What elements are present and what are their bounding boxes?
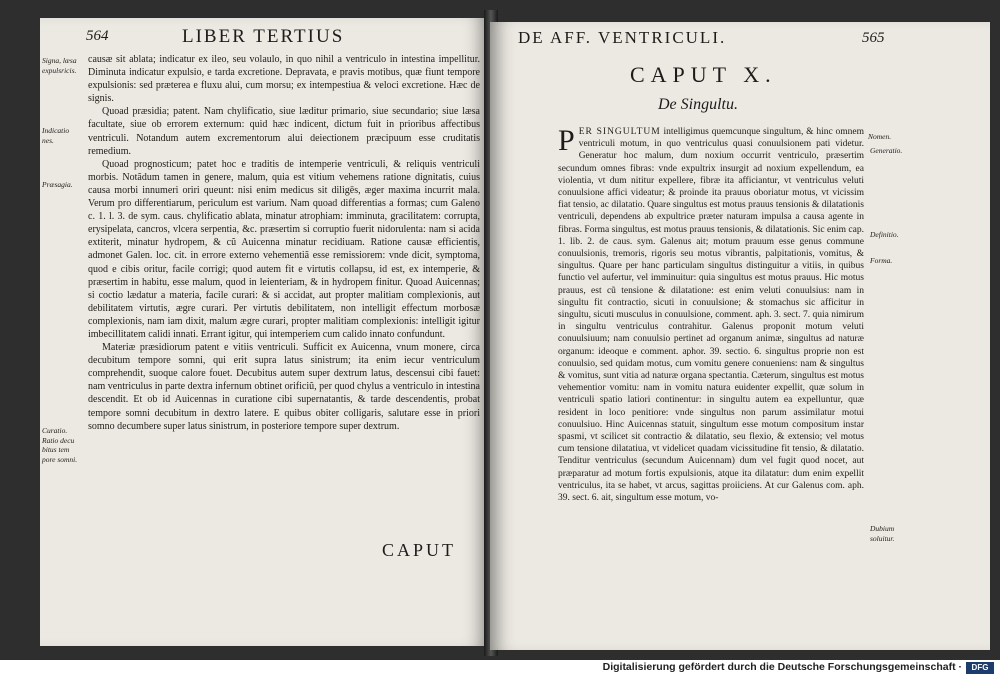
margin-note-forma: Forma. — [870, 256, 893, 265]
margin-note-curatio: Curatio. Ratio decu bitus tem pore somni. — [42, 426, 78, 464]
opening-caps: ER SINGULTUM — [578, 127, 661, 137]
left-paragraph-praesidia: Quoad præsidia; patent. Nam chylificatio, siue læditur primario, siue secundario; siue læsa facultate, siue ob errorem externum: quid hæc indicent, dictum fuit in prioribus affectibus ventriculi. Notandum autem excrementorum alui deiectionem præcipuum esse cruditatis remedium. — [88, 106, 480, 157]
right-body-text — [558, 126, 864, 504]
catchword: CAPUT — [382, 540, 457, 560]
margin-note-nomen: Nomen. — [868, 132, 892, 141]
right-page — [490, 22, 990, 650]
left-paragraph-curatio: Materiæ præsidiorum patent e vitiis ventriculi. Sufficit ex Auicenna, vnum monere, circa decubitum tempore somni, qui erit supra latus sinistrum; ita enim iecur ventriculum comprehendit, suoque calore fouet. Decubitus autem super dextrum latus, descensui cibi fauet: nam ventriculus in parte dextra infernum obtinet orificiũ, per quod chylus a ventriculo in intestina descendit. Et ob id Auicennas in curatione cibi supernatantis, & tarde descendentis, probat tempore somni decubitum in dextro latere. E quibus obiter colligaris, salutare esse in priori somno decumbere super latus sinistrum, in posteriore tempore super dextrum. — [88, 342, 480, 432]
chapter-subtitle: De Singultu. — [658, 96, 738, 113]
chapter-title: CAPUT X. — [630, 62, 777, 87]
footer-credit: Digitalisierung gefördert durch die Deutsche Forschungsgemeinschaft · — [602, 661, 962, 673]
footer-bar — [0, 660, 1000, 676]
page-number-right: 565 — [862, 30, 885, 46]
left-paragraph-signa: causæ sit ablata; indicatur ex ileo, seu volaulo, in quo nihil a ventriculo in intestina impellitur. Diminuta indicatur expulsio, e tarda excretione. Depravata, e pravis motibus, quæ fiunt tempore expulsionis: sed præterea e fluxu alui, cum morsu; ex intempestiua & veloci excretione. Hæc de signis. — [88, 54, 480, 105]
dropcap: P — [558, 124, 575, 157]
right-paragraph-singultus — [558, 126, 864, 504]
margin-note-definitio: Definitio. — [870, 230, 899, 239]
left-page — [40, 18, 488, 646]
margin-note-praesagia: Præsagia. — [42, 180, 73, 189]
running-head-right: DE AFF. VENTRICULI. — [518, 28, 727, 47]
running-head-left: LIBER TERTIUS — [182, 26, 345, 47]
margin-note-signa: Signa, læsa expulsricis. — [42, 56, 77, 75]
margin-note-dubium: Dubium soluitur. — [870, 524, 895, 543]
page-number-left: 564 — [86, 28, 109, 44]
margin-note-indicationes: Indicatio nes. — [42, 126, 70, 145]
left-body-text — [88, 53, 480, 433]
margin-note-generatio: Generatio. — [870, 146, 903, 155]
left-paragraph-prognosticum: Quoad prognosticum; patet hoc e traditis de intemperie ventriculi, & reliquis ventriculi morbis. Notãdum tamen in genere, malum, quia est vitium vehemens ratione dignitatis, cuius causa morbi innumeri oriri queunt: nisi enim medicus sit diligēs, æger maxima incurrit mala. Verum pro differentiarum, periculum est varium. Nam quoad differentias a formas; cum Galeno c. 1. l. 3. de sym. caus. chylificatio ablata, minatur atrophiam: imminuta, gracilitatem: corrupta, erysipelata, cancros, vlcera serpentia, &c. præsertim si corruptio fuerit nidorulenta: nam si acida extiterit, minatur hydropem, & cũ Auicenna minatur recidiuam. Ratione causæ efficientis, admonet Galen. loc. cit. in errore externo vehementiã esse remissiorem: vnde dicit, symptoma, quod e cibis oritur, facile corrigi; quod autem fit e virtutis collapsu, id est, ex intemperie, & præsertim in habitu, esse malum, quod in leienteriam, & in hydropem finitur. Quoad Auicennas; si coctio lædatur a materia, facile curari: & si accidat, aut propter malitiam complexionis, aut debilitatem virtutis, ægre curari. Per virtutis debilitatem, non intelligit effectum morbosæ complexionis, nam iam dixit, malum ægre curari, propter malitiam complexionis: intelligit igitur imbecillitatem calidi innati. Errant igitur, qui intemperiem cum calido innato confundunt. — [88, 158, 480, 340]
right-paragraph-text: intelligimus quemcunque singultum, & hinc omnem ventriculi motum, in quo ventriculus quasi conuulsionem pati videtur. Generatur hoc malum, dum noxium occurrit ventriculo, præsertim secundum omnes fibras: vnde expultrix insurgit ad noxium expellendum, ea violentia, vt dum nititur expellere, fibræ ita afficiantur, vt ventriculus veluti conuulsione affici videatur; & proinde ita prauus oboriatur motus, vt vicissim fiat tensio, ac dilatatio. Quare singultus est motus prauus tensionis & dilatationis ventriculi, dependens ab expultrice præter naturam impulsa a causa agente in fibras. Forma singultus, est motus prauus tensionis, & dilatationis. Sic enim cap. 1. lib. 2. de caus. sym. Galenus ait; motum prauum esse genus commune conuulsionis, tremoris, rigoris seu motus vibrantis, palpitationis, vomitus, & singultus. Quare per hanc particulam singultus distinguitur a vitiis, in quibus functio vel aufertur, vel imminuitur: quia singultus est motus prauus. Hic motus prauus, est cũ tensione & dilatatione: est enim veluti conuulsius: nam in singultu fit contractio, sicuti in conuulsione; & stomachus sic afficitur in singultu, sicuti musculus in conuulsione, comment. aph. 3. sect. 7. quia nimirum in singultu ventriculus contrahitur. Galenus proponit motum veluti conuulsiuum; nam conuulsio pertinet ad organum animæ, singultus ad naturæ organum: ideoque e comment. aphor. 39. sectio. 6. singultus proprie non est conuulsio, sed quidam motus, cum vomitu genere conueniens: nam & singultus & vomitus, sunt vitia ad naturæ organa spectantia. Cæterum, singultus est motus vehementior vomitu: nam in vomitu natura euidenter expellit, quæ solum in ventriculi spatio latiori continentur: in singultu autem ea expelluntur, quæ resident in loco penitiore: vnde singultus non parum assimilatur motui conuulsiuo. Hinc Auicennas statuit, singultum esse motum compositum instar spasmi, vt scilicet sit contractio & dilatatio, seu flexio, & extensio; vel motus cum tensione dilatatiua, vt videlicet quadam vicissitudine fit tensio, & dilatatio. Tenditur ventriculus (secundum Auicennam) dum vel fugit quod nocet, aut præparatur ad motum fortis expulsionis, atque ita dilatatur: dum enim expellit ventriculus, ita se habet, vt arcus, sagittas proiiciens. At cur Galenus com. aph. 39. sect. 6. ait, singultum esse motum, vo- — [558, 127, 864, 504]
dfg-logo: DFG — [966, 662, 994, 674]
